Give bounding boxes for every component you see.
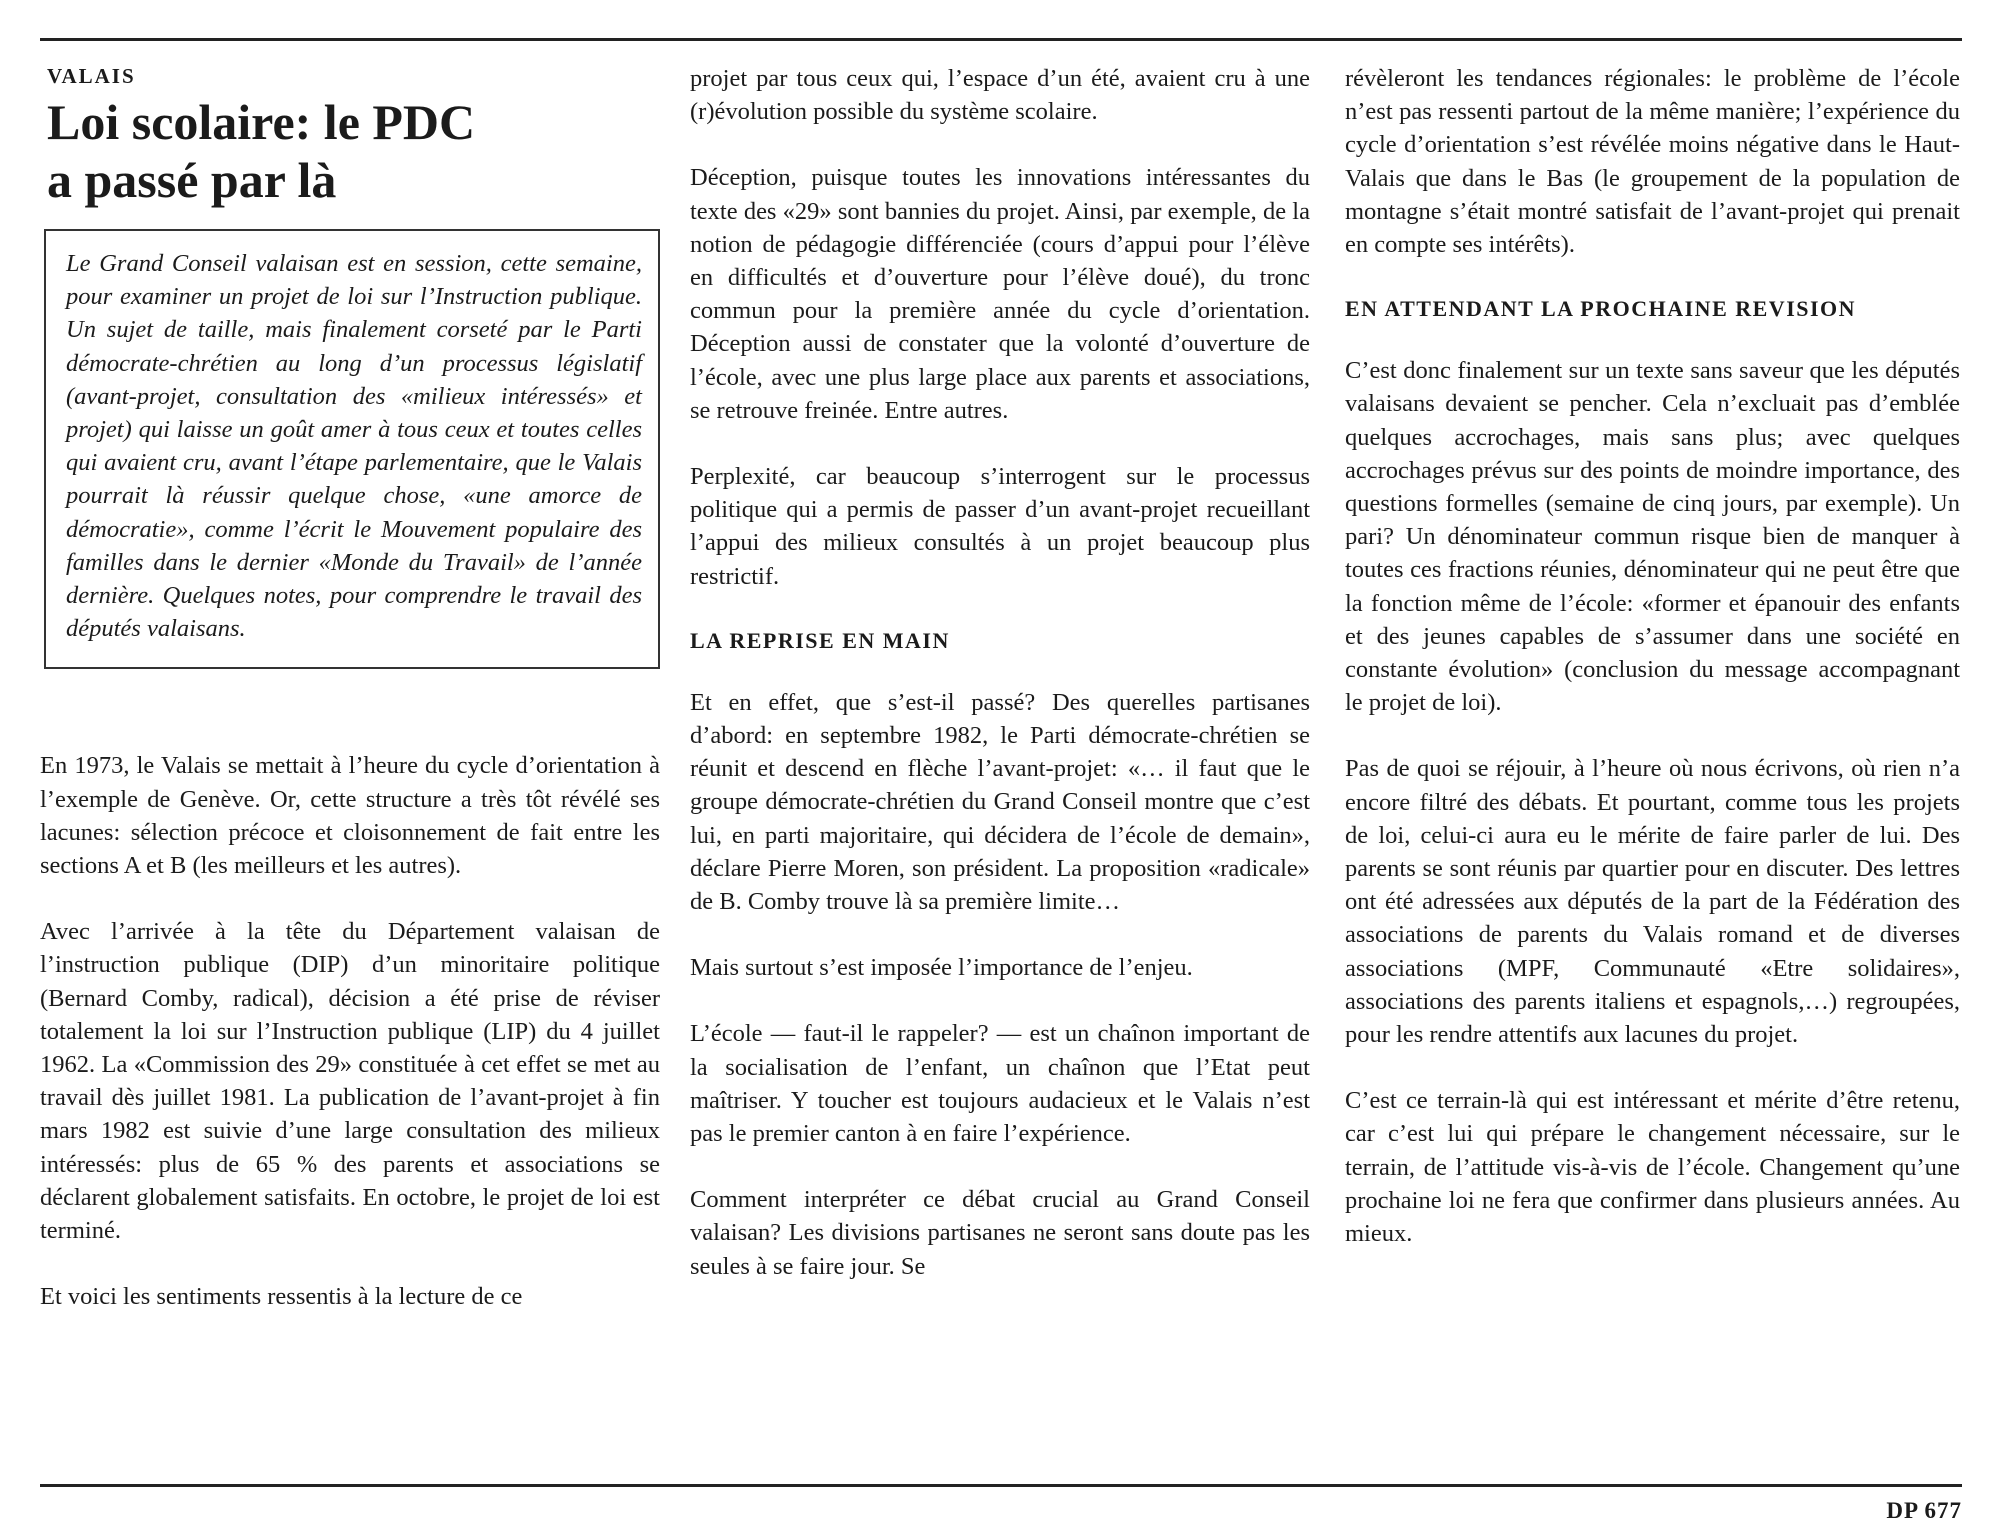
article-headline (47, 93, 660, 209)
paragraph: révèleront les tendances régionales: le problème de l’école n’est pas ressenti partout de la même manière; l’expérience du cycle d’orientation s’est révélée moins négative dans le Haut-Valais que dans le Bas (le groupement de la population de montagne s’était montré satisfait de l’avant-projet qui prenait en compte ses intérêts). (1345, 65, 1960, 259)
paragraph: Et en effet, que s’est-il passé? Des querelles partisanes d’abord: en septembre 1982, le Parti démocrate-chrétien se réunit et descend en flèche l’avant-projet: «… il faut que le groupe démocrate-chrétien du Grand Conseil montre que c’est lui, en parti majoritaire, qui décidera de l’école de demain», déclare Pierre Moren, son président. La proposition «radicale» de B. Comby trouve là sa première limite… (690, 688, 1310, 916)
subheading-revision: EN ATTENDANT LA PROCHAINE REVISION (1345, 296, 1857, 322)
paragraph: L’école — faut-il le rappeler? — est un chaînon important de la socialisation de l’enfant, un chaînon que l’Etat peut maîtriser. Y toucher est toujours audacieux et le Valais n’est pas le premier canton à en faire l’expérience. (690, 1020, 1310, 1148)
subheading-reprise: LA REPRISE EN MAIN (690, 627, 950, 653)
top-rule (40, 38, 1962, 41)
page-number: DP 677 (1886, 1498, 1962, 1523)
paragraph: En 1973, le Valais se mettait à l’heure du cycle d’orientation à l’exemple de Genève. Or, cette structure a très tôt révélé ses lacunes: sélection précoce et cloisonnement de fait entre les sections A et B (les meilleurs et les autres). (40, 752, 660, 880)
paragraph: Comment interpréter ce débat crucial au Grand Conseil valaisan? Les divisions partisanes ne seront sans doute pas les seules à se faire jour. Se (690, 1186, 1310, 1280)
paragraph: Déception, puisque toutes les innovations intéressantes du texte des «29» sont bannies du projet. Ainsi, par exemple, de la notion de pédagogie différenciée (cours d’appui pour l’élève en difficultés et d’ouverture pour l’élève doué), du tronc commun pour la première année du cycle d’orientation. Déception aussi de constater que la volonté d’ouverture de l’école, avec une plus large place aux parents et associations, se retrouve freinée. Entre autres. (690, 164, 1310, 424)
paragraph: Et voici les sentiments ressentis à la lecture de ce (40, 1283, 523, 1311)
headline-line-1: Loi scolaire: le PDC (47, 94, 476, 150)
paragraph: C’est ce terrain-là qui est intéressant et mérite d’être retenu, car c’est lui qui prépare le changement nécessaire, sur le terrain, de l’attitude vis-à-vis de l’école. Changement qu’une prochaine loi ne fera que confirmer dans plusieurs années. Au mieux. (1345, 1087, 1960, 1248)
bottom-rule (40, 1484, 1962, 1487)
lead-box: Le Grand Conseil valaisan est en session, cette semaine, pour examiner un projet de loi sur l’Instruction publique. Un sujet de taille, mais finalement corseté par le Parti démocrate-chrétien au long d’un processus législatif (avant-projet, consultation des «milieux intéressés» et projet) qui laisse un goût amer à tous ceux et toutes celles qui avaient cru, avant l’étape parlementaire, que le Valais pourrait là réussir quelque chose, «une amorce de démocratie», comme l’écrit le Mouvement populaire des familles dans le dernier «Monde du Travail» de l’année dernière. Quelques notes, pour comprendre le travail des députés valaisans. (44, 229, 660, 669)
paragraph: Avec l’arrivée à la tête du Département valaisan de l’instruction publique (DIP) d’un minoritaire politique (Bernard Comby, radical), décision a été prise de réviser totalement la loi sur l’Instruction publique (LIP) du 4 juillet 1962. La «Commission des 29» constituée à cet effet se met au travail dès juillet 1981. La publication de l’avant-projet à fin mars 1982 est suivie d’une large consultation des milieux intéressés: plus de 65 % des parents et associations se déclarent globalement satisfaits. En octobre, le projet de loi est terminé. (40, 918, 660, 1245)
paragraph: Perplexité, car beaucoup s’interrogent sur le processus politique qui a permis de passer d’un avant-projet recueillant l’appui des milieux consultés à un projet beaucoup plus restrictif. (690, 463, 1310, 590)
paragraph: projet par tous ceux qui, l’espace d’un été, avaient cru à une (r)évolution possible du système scolaire. (690, 65, 1310, 126)
paragraph: Pas de quoi se réjouir, à l’heure où nous écrivons, où rien n’a encore filtré des débats. Et pourtant, comme tous les projets de loi, celui-ci aura eu le mérite de faire parler de lui. Des parents se sont réunis par quartier pour en discuter. Des lettres ont été adressées aux députés de la part de la Fédération des associations de parents du Valais romand et de diverses associations (MPF, Communauté «Etre solidaires», associations des parents italiens et espagnols,…) regroupées, pour les rendre attentifs aux lacunes du projet. (1345, 755, 1960, 1049)
column-1 (40, 62, 660, 1474)
paragraph: C’est donc finalement sur un texte sans saveur que les députés valaisans devaient se pencher. Cela n’excluait pas d’emblée quelques accrochages, mais sans plus; avec quelques accrochages prévus sur des points de moindre importance, des questions formelles (semaine de cinq jours, par exemple). Un pari? Un dénominateur commun risque bien de manquer à toutes ces fractions réunies, dénominateur qui ne peut être que la fonction même de l’école: «former et épanouir des enfants et des jeunes capables de s’assumer dans une société en constante évolution» (conclusion du message accompagnant le projet de loi). (1345, 357, 1960, 717)
headline-line-2: a passé par là (47, 152, 337, 208)
column-2 (690, 62, 1310, 1474)
column-3 (1345, 62, 1960, 1474)
paragraph: Mais surtout s’est imposée l’importance de l’enjeu. (690, 954, 1193, 982)
section-kicker: VALAIS (47, 64, 136, 88)
